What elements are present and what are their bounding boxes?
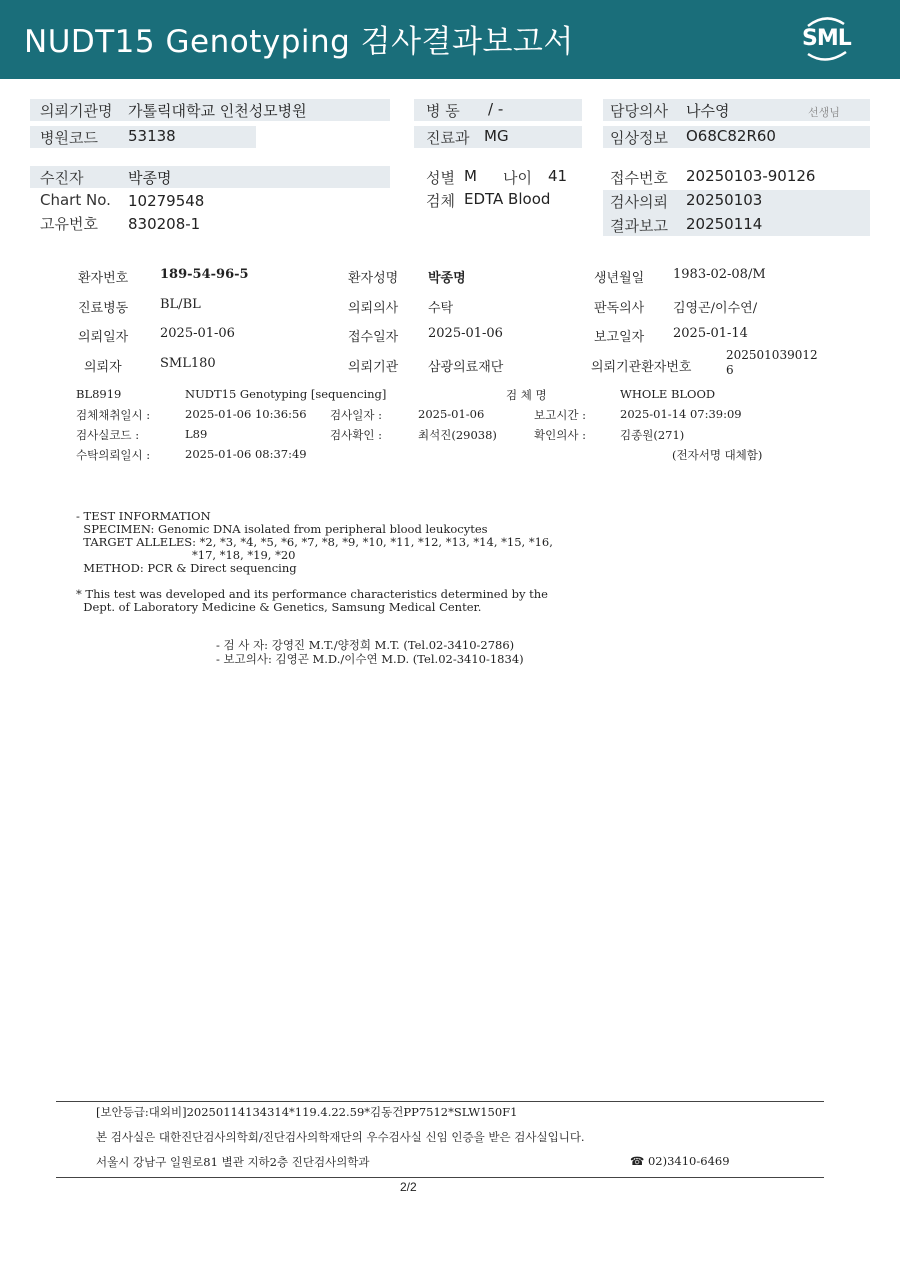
footer-top-rule <box>56 1101 824 1102</box>
report-date-label: 결과보고 <box>610 217 668 235</box>
receipt-day-value: 2025-01-06 <box>428 326 503 341</box>
chart-value: 10279548 <box>128 192 205 210</box>
inst-patient-no-value-cont: 6 <box>726 363 734 377</box>
chart-label: Chart No. <box>40 191 111 209</box>
birth-value: 1983-02-08/M <box>673 267 766 282</box>
test-info-method: METHOD: PCR & Direct sequencing <box>76 561 297 575</box>
reporting-doctor-line: - 보고의사: 김영곤 M.D./이수연 M.D. (Tel.02-3410-1834) <box>216 652 524 666</box>
birth-label: 생년월일 <box>594 271 645 286</box>
report-time-value: 2025-01-14 07:39:09 <box>620 407 742 421</box>
req-inst-value: 삼광의료재단 <box>428 360 504 375</box>
sex-value: M <box>464 167 477 185</box>
unique-value: 830208-1 <box>128 215 201 233</box>
esign-note: (전자서명 대체함) <box>672 448 763 462</box>
patient-name-label: 환자성명 <box>348 271 399 286</box>
report-day-value: 2025-01-14 <box>673 326 748 341</box>
dept-value: MG <box>484 127 509 145</box>
report-day-label: 보고일자 <box>594 330 645 345</box>
patient-no-label: 환자번호 <box>78 271 129 286</box>
patient-value: 박종명 <box>128 169 172 187</box>
test-date-label: 검사일자 : <box>330 408 382 422</box>
req-day-label: 의뢰일자 <box>78 330 129 345</box>
req-org-label: 의뢰기관명 <box>40 102 113 120</box>
report-header <box>0 0 900 79</box>
clinical-label: 임상정보 <box>610 129 668 147</box>
reading-doctor-value: 김영곤/이수연/ <box>673 301 758 316</box>
receipt-value: 20250103-90126 <box>686 167 816 185</box>
box-patient <box>30 166 390 188</box>
receipt-label: 접수번호 <box>610 169 668 187</box>
specimen-name-label: 검 체 명 <box>506 388 547 402</box>
requester-value: SML180 <box>160 356 216 371</box>
test-info-heading: - TEST INFORMATION <box>76 509 211 523</box>
sml-logo <box>800 14 852 64</box>
doctor-suffix: 선생님 <box>808 106 840 119</box>
page-number: 2/2 <box>400 1180 417 1194</box>
req-org-value: 가톨릭대학교 인천성모병원 <box>128 102 307 120</box>
footer-bottom-rule <box>56 1177 824 1178</box>
test-code: BL8919 <box>76 387 122 401</box>
doctor-value: 나수영 <box>686 102 730 120</box>
patient-no-value: 189-54-96-5 <box>160 267 249 282</box>
confirm-doc-value: 김종원(271) <box>620 428 685 442</box>
specimen-label: 검체 <box>426 192 455 210</box>
report-title: NUDT15 Genotyping 검사결과보고서 <box>24 24 574 60</box>
entrust-label: 수탁의뢰일시 : <box>76 448 151 462</box>
dept-label: 진료과 <box>426 129 470 147</box>
patient-label: 수진자 <box>40 169 84 187</box>
inst-patient-no-label: 의뢰기관환자번호 <box>591 360 692 375</box>
requester-label: 의뢰자 <box>84 360 122 375</box>
req-date-value: 20250103 <box>686 191 763 209</box>
certification-line: 본 검사실은 대한진단검사의학회/진단검사의학재단의 우수검사실 신임 인증을 받은 검사실입니다. <box>96 1130 585 1144</box>
lab-code-label: 검사실코드 : <box>76 428 140 442</box>
ward-value: / - <box>488 100 504 118</box>
confirm-value: 최석진(29038) <box>418 428 497 442</box>
req-date-label: 검사의뢰 <box>610 193 668 211</box>
test-info-alleles: TARGET ALLELES: *2, *3, *4, *5, *6, *7, *8, *9, *10, *11, *12, *13, *14, *15, *16, <box>76 535 553 549</box>
logo-text: SML <box>802 26 851 51</box>
security-line: [보안등급:대외비]20250114134314*119.4.22.59*김동건PP7512*SLW150F1 <box>96 1105 518 1119</box>
report-time-label: 보고시간 : <box>534 408 586 422</box>
age-value: 41 <box>548 167 568 185</box>
ward-label: 병 동 <box>426 102 460 120</box>
specimen-value: EDTA Blood <box>464 190 551 208</box>
ward-r-label: 진료병동 <box>78 301 129 316</box>
lab-code-value: L89 <box>185 427 208 441</box>
phone-line: ☎ 02)3410-6469 <box>630 1154 730 1168</box>
collect-value: 2025-01-06 10:36:56 <box>185 407 307 421</box>
test-name: NUDT15 Genotyping [sequencing] <box>185 387 387 401</box>
inst-patient-no-value: 202501039012 <box>726 348 818 362</box>
specimen-name-value: WHOLE BLOOD <box>620 387 716 401</box>
req-doctor-value: 수탁 <box>428 301 454 316</box>
ward-r-value: BL/BL <box>160 297 201 312</box>
req-doctor-label: 의뢰의사 <box>348 301 399 316</box>
entrust-value: 2025-01-06 08:37:49 <box>185 447 307 461</box>
patient-name-value: 박종명 <box>428 271 466 286</box>
req-inst-label: 의뢰기관 <box>348 360 399 375</box>
clinical-value: O68C82R60 <box>686 127 776 145</box>
age-label: 나이 <box>503 169 532 187</box>
address-line: 서울시 강남구 일원로81 별관 지하2층 진단검사의학과 <box>96 1155 370 1169</box>
receipt-day-label: 접수일자 <box>348 330 399 345</box>
disclaimer-line-1: * This test was developed and its performance characteristics determined by the <box>76 587 548 601</box>
reading-doctor-label: 판독의사 <box>594 301 645 316</box>
disclaimer-line-2: Dept. of Laboratory Medicine & Genetics, Samsung Medical Center. <box>76 600 482 614</box>
test-date-value: 2025-01-06 <box>418 407 485 421</box>
hosp-code-value: 53138 <box>128 127 176 145</box>
req-day-value: 2025-01-06 <box>160 326 235 341</box>
unique-label: 고유번호 <box>40 215 98 233</box>
sex-label: 성별 <box>426 169 455 187</box>
collect-label: 검체채취일시 : <box>76 408 151 422</box>
report-date-value: 20250114 <box>686 215 763 233</box>
test-info-specimen: SPECIMEN: Genomic DNA isolated from peripheral blood leukocytes <box>76 522 488 536</box>
hosp-code-label: 병원코드 <box>40 129 98 147</box>
doctor-label: 담당의사 <box>610 102 668 120</box>
test-info-alleles-cont: *17, *18, *19, *20 <box>192 548 296 562</box>
confirm-doc-label: 확인의사 : <box>534 428 586 442</box>
confirm-label: 검사확인 : <box>330 428 382 442</box>
tester-line: - 검 사 자: 강영진 M.T./양정희 M.T. (Tel.02-3410-2786) <box>216 638 515 652</box>
